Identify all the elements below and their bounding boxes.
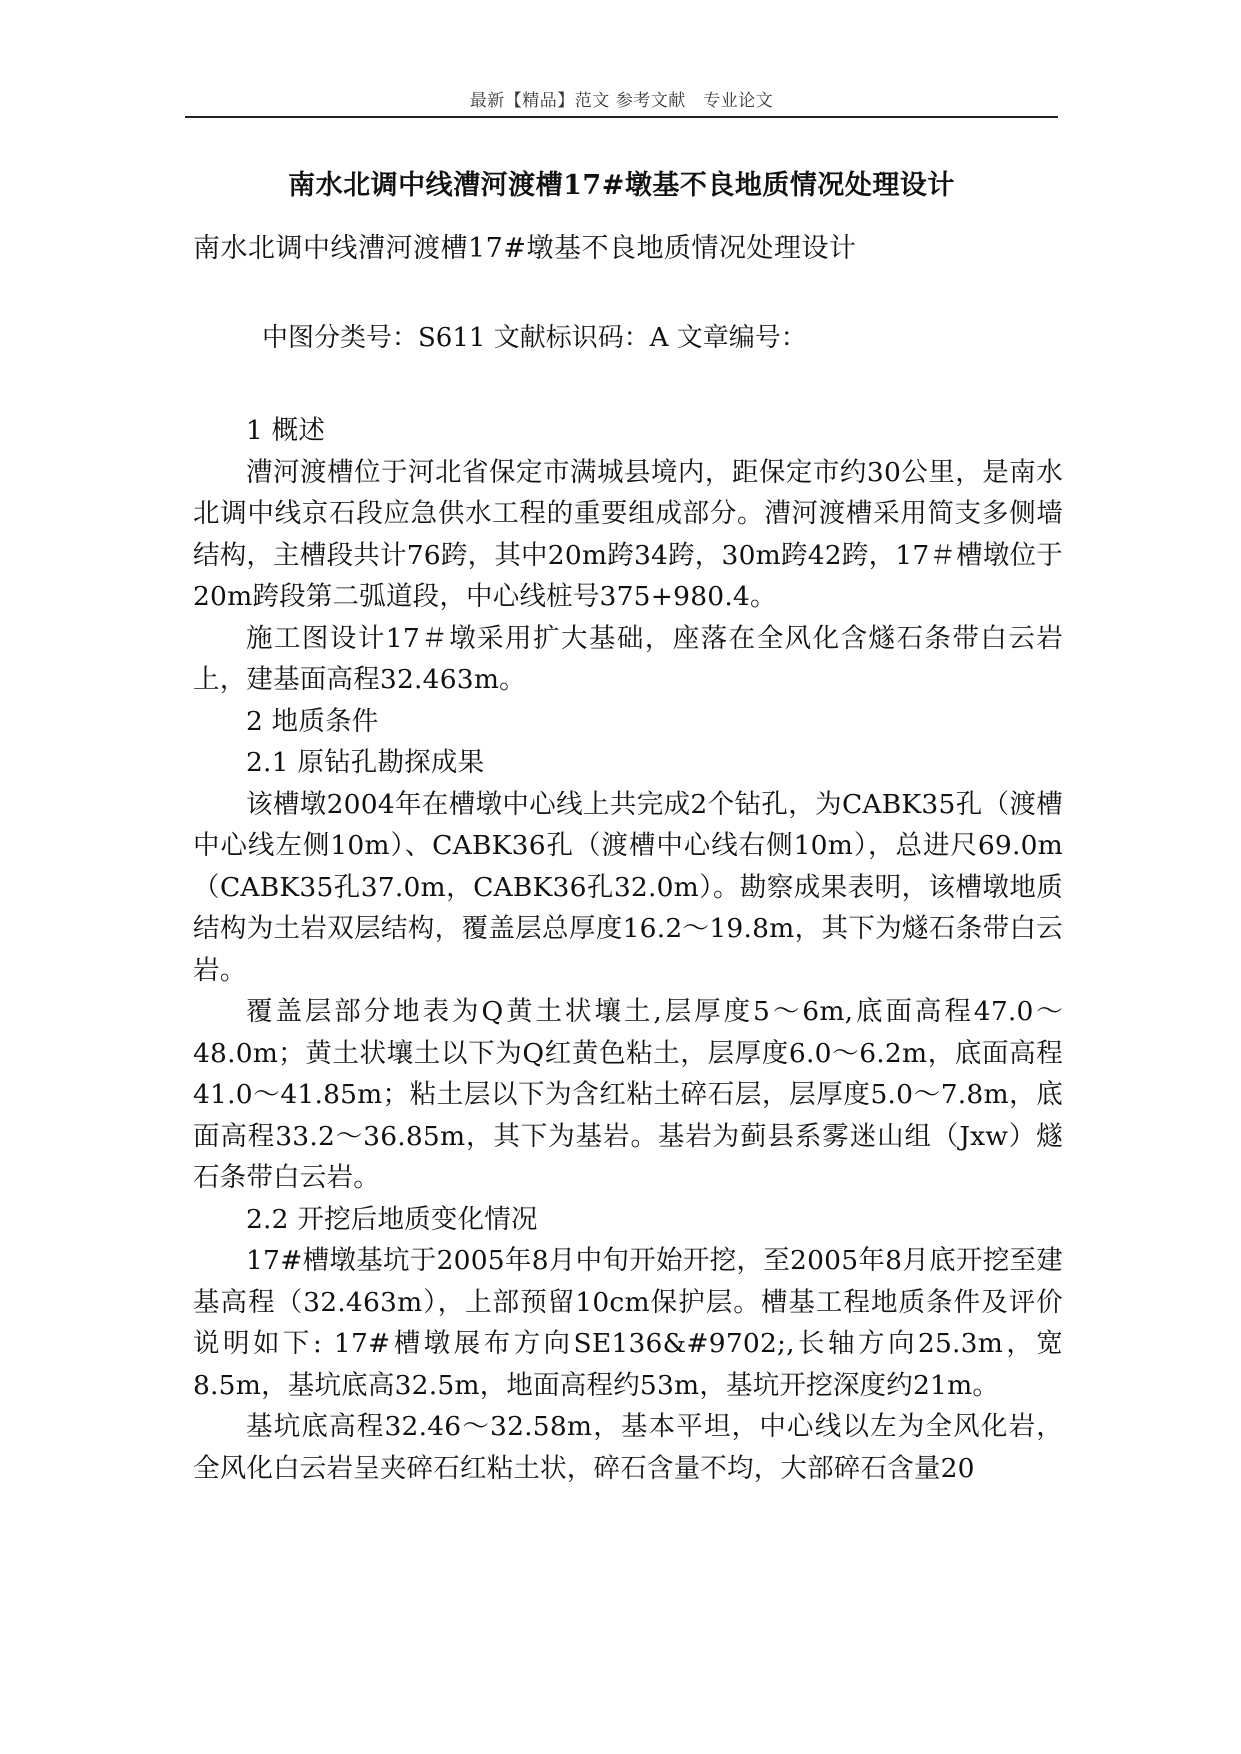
section-heading: 2 地质条件: [246, 705, 379, 737]
body-paragraph: 覆盖层部分地表为Q黄土状壤土,层厚度5～6m,底面高程47.0～48.0m；黄土状壤土以下为Q红黄色粘土，层厚度6.0～6.2m，底面高程41.0～41.85m；粘土层以下为含红粘土碎石层，层厚度5.0～7.8m，底面高程33.2～36.85m，其下为基岩。基岩为蓟县系雾迷山组（Jxw）燧石条带白云岩。: [193, 996, 1063, 1193]
page-header: 最新【精品】范文 参考文献 专业论文: [469, 91, 774, 111]
body-paragraph: 漕河渡槽位于河北省保定市满城县境内，距保定市约30公里，是南水北调中线京石段应急供水工程的重要组成部分。漕河渡槽采用简支多侧墙结构，主槽段共计76跨，其中20m跨34跨，30m跨42跨，17＃槽墩位于20m跨段第二弧道段，中心线桩号375+980.4。: [193, 456, 1063, 612]
subsection-heading: 2.2 开挖后地质变化情况: [246, 1203, 538, 1235]
section-heading: 1 概述: [246, 415, 326, 446]
body-paragraph: 施工图设计17＃墩采用扩大基础，座落在全风化含燧石条带白云岩上，建基面高程32.463m。: [193, 622, 1063, 695]
document-title: 南水北调中线漕河渡槽17#墩基不良地质情况处理设计: [288, 170, 955, 201]
classification-line: 中图分类号：S611 文献标识码：A 文章编号：: [262, 323, 807, 353]
body-paragraph: 该槽墩2004年在槽墩中心线上共完成2个钻孔，为CABK35孔（渡槽中心线左侧10m）、CABK36孔（渡槽中心线右侧10m），总进尺69.0m（CABK35孔37.0m，CABK36孔32.0m）。勘察成果表明，该槽墩地质结构为土岩双层结构，覆盖层总厚度16.2～19.8m，其下为燧石条带白云岩。: [193, 788, 1063, 986]
document-body: [193, 410, 1063, 1489]
document-subtitle: 南水北调中线漕河渡槽17#墩基不良地质情况处理设计: [193, 233, 857, 264]
subsection-heading: 2.1 原钻孔勘探成果: [246, 747, 485, 778]
body-paragraph: 17#槽墩基坑于2005年8月中旬开始开挖，至2005年8月底开挖至建基高程（32.463m），上部预留10cm保护层。槽基工程地质条件及评价说明如下: 17#槽墩展布方向SE136&#9702;,长轴方向25.3m，宽8.5m，基坑底高32.5m，地面高程约53m，基坑开挖深度约21m。: [193, 1245, 1063, 1401]
header-divider: [185, 116, 1058, 118]
body-paragraph: 基坑底高程32.46～32.58m，基本平坦，中心线以左为全风化岩，全风化白云岩呈夹碎石红粘土状，碎石含量不均，大部碎石含量20: [193, 1411, 1063, 1484]
